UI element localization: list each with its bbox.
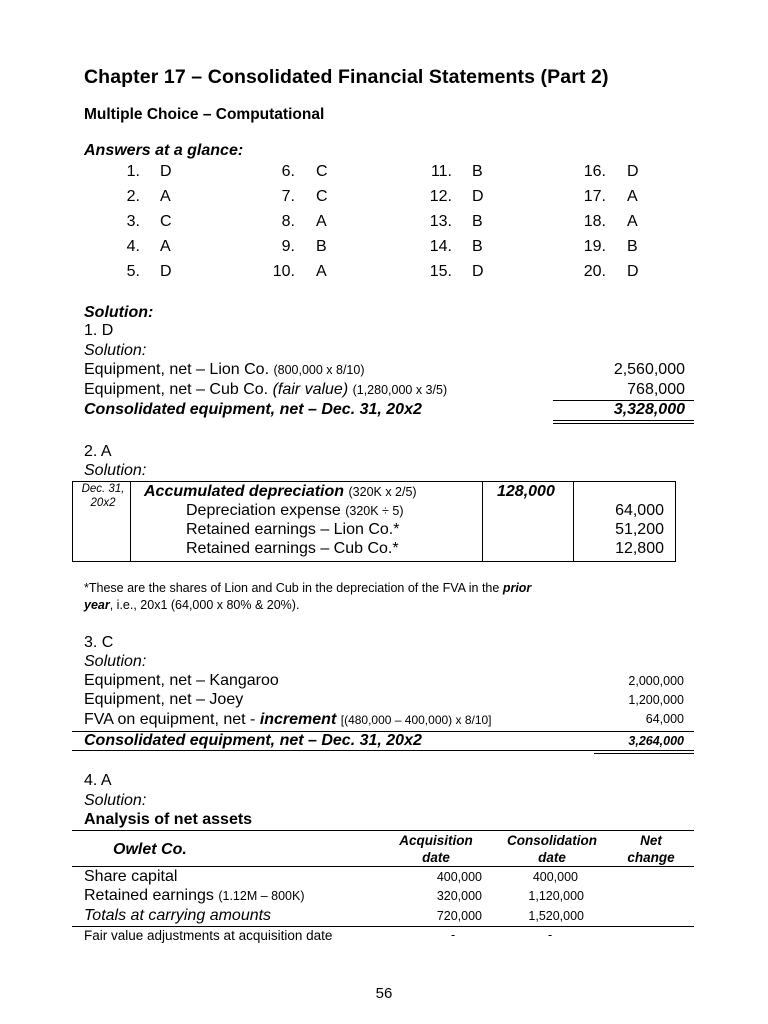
section-subtitle: Multiple Choice – Computational <box>84 106 325 123</box>
q4-col3-line2: change <box>627 850 675 865</box>
q4-row-share-capital-acq: 400,000 <box>436 870 482 884</box>
q2-footnote-text-d: , i.e., 20x1 (64,000 x 80% & 20%). <box>109 598 300 612</box>
answer-letter: D <box>160 263 172 280</box>
q3-line3 <box>84 711 492 729</box>
q2-date: Dec. 31, 20x2 <box>81 483 125 509</box>
q2-footnote-star: * <box>84 581 89 595</box>
answer-letter: A <box>316 263 327 280</box>
q1-line2-amount: 768,000 <box>627 381 685 398</box>
q1-double-rule-2 <box>553 423 694 424</box>
q2-footnote-prior: prior <box>502 581 532 595</box>
q4-row-retained-earnings-label: Retained earnings <box>84 887 214 904</box>
q2-credit2-amount: 51,200 <box>615 521 664 538</box>
q4-row-share-capital-cons: 400,000 <box>532 870 578 884</box>
q2-debit-line <box>144 483 417 501</box>
q2-credit1-line <box>186 502 404 520</box>
answer-letter: D <box>627 163 639 180</box>
q3-line3-text: FVA on equipment, net - <box>84 711 260 728</box>
q3-line1-amount: 2,000,000 <box>628 674 684 688</box>
answer-number: 4. <box>126 238 140 255</box>
q1-line2-fv: (fair value) <box>272 381 349 398</box>
q4-header-top-rule <box>72 830 694 831</box>
q3-label: 3. C <box>84 634 114 651</box>
q2-footnote-text-a: These are the shares of Lion and Cub in the depreciation of the FVA in the <box>88 581 503 595</box>
q4-col1-line1: Acquisition <box>399 833 473 848</box>
q2-debit-amount: 128,000 <box>497 483 555 500</box>
q2-debit-account: Accumulated depreciation <box>144 483 345 500</box>
answer-number: 6. <box>281 163 295 180</box>
q4-col2-line1: Consolidation <box>507 833 597 848</box>
q2-divider-debit <box>482 481 483 561</box>
answer-letter: B <box>627 238 638 255</box>
answer-letter: D <box>472 263 484 280</box>
q2-footnote <box>84 580 689 614</box>
q1-total-label: Consolidated equipment, net – Dec. 31, 20x2 <box>84 401 422 418</box>
answer-number: 7. <box>281 188 295 205</box>
q4-col3-line1: Net <box>640 833 662 848</box>
answer-letter: B <box>472 213 483 230</box>
q4-row-retained-earnings-acq: 320,000 <box>436 889 482 903</box>
answer-letter: D <box>160 163 172 180</box>
answer-letter: B <box>472 238 483 255</box>
q4-col-acquisition-header <box>386 832 486 866</box>
q4-row-totals-cons: 1,520,000 <box>528 909 584 923</box>
q4-heading: Analysis of net assets <box>84 811 253 828</box>
answer-number: 12. <box>429 188 452 205</box>
answer-number: 20. <box>583 263 606 280</box>
q3-line3-amount: 64,000 <box>645 712 684 726</box>
q3-line1: Equipment, net – Kangaroo <box>84 672 279 689</box>
answer-letter: B <box>316 238 327 255</box>
q1-line2 <box>84 381 447 399</box>
q4-row-fva-label: Fair value adjustments at acquisition date <box>84 928 333 943</box>
answer-number: 10. <box>272 263 295 280</box>
page-number: 56 <box>375 985 393 1002</box>
q3-line3-note: [(480,000 – 400,000) x 8/10] <box>340 713 492 727</box>
answer-number: 14. <box>429 238 452 255</box>
q3-solution-label: Solution: <box>84 653 147 670</box>
page-title: Chapter 17 – Consolidated Financial Statements (Part 2) <box>84 66 609 88</box>
answer-letter: C <box>316 188 328 205</box>
q1-double-rule-1 <box>553 420 694 421</box>
answer-letter: C <box>316 163 328 180</box>
answers-heading: Answers at a glance: <box>84 142 244 159</box>
q1-line1-note: (800,000 x 8/10) <box>273 363 365 377</box>
q3-double-rule <box>594 753 694 754</box>
q4-row-totals-acq: 720,000 <box>436 909 482 923</box>
q2-credit3-account: Retained earnings – Cub Co.* <box>186 540 399 557</box>
answer-number: 19. <box>583 238 606 255</box>
q4-col-net-change-header <box>614 832 688 866</box>
q2-label: 2. A <box>84 443 112 460</box>
q2-debit-note: (320K x 2/5) <box>348 485 417 499</box>
q4-row-retained-earnings <box>84 887 305 905</box>
answer-number: 5. <box>126 263 140 280</box>
q3-total-label: Consolidated equipment, net – Dec. 31, 20x2 <box>84 732 422 749</box>
q2-divider-date <box>130 481 131 561</box>
answer-letter: A <box>160 238 171 255</box>
q2-credit1-amount: 64,000 <box>615 502 664 519</box>
q1-line2-note: (1,280,000 x 3/5) <box>352 383 448 397</box>
answer-letter: A <box>316 213 327 230</box>
q4-row-retained-earnings-note: (1.12M – 800K) <box>218 889 305 903</box>
q4-header-bottom-rule <box>72 866 694 867</box>
q1-line1-text: Equipment, net – Lion Co. <box>84 361 270 378</box>
q2-solution-label: Solution: <box>84 462 147 479</box>
answer-number: 9. <box>281 238 295 255</box>
answer-number: 3. <box>126 213 140 230</box>
answer-number: 8. <box>281 213 295 230</box>
answer-number: 16. <box>583 163 606 180</box>
q1-line1 <box>84 361 365 379</box>
q3-line3-increment: increment <box>259 711 337 728</box>
answer-number: 15. <box>429 263 452 280</box>
q2-credit1-account: Depreciation expense <box>186 502 341 519</box>
q4-row-fva-acq: - <box>451 928 456 942</box>
answer-number: 11. <box>430 163 452 180</box>
answer-letter: B <box>472 163 483 180</box>
q3-line2-amount: 1,200,000 <box>628 693 684 707</box>
answer-letter: A <box>160 188 171 205</box>
answer-number: 2. <box>126 188 140 205</box>
answer-letter: C <box>160 213 172 230</box>
q2-credit1-note: (320K ÷ 5) <box>345 504 404 518</box>
solution-heading: Solution: <box>84 304 154 321</box>
q1-solution-label: Solution: <box>84 342 147 359</box>
answer-number: 13. <box>429 213 452 230</box>
q4-row-share-capital-label: Share capital <box>84 868 178 885</box>
q4-totals-rule <box>72 926 694 927</box>
q1-line1-amount: 2,560,000 <box>613 361 685 378</box>
answer-letter: D <box>627 263 639 280</box>
answer-number: 1. <box>126 163 140 180</box>
q3-total-rule <box>72 750 694 751</box>
q4-row-retained-earnings-cons: 1,120,000 <box>528 889 584 903</box>
q1-label: 1. D <box>84 322 114 339</box>
q3-total-amount: 3,264,000 <box>628 734 684 748</box>
q4-solution-label: Solution: <box>84 792 147 809</box>
q4-company: Owlet Co. <box>113 841 187 858</box>
q2-credit2-account: Retained earnings – Lion Co.* <box>186 521 400 538</box>
q4-row-totals-label: Totals at carrying amounts <box>84 907 272 924</box>
q4-row-fva-cons: - <box>548 928 553 942</box>
q4-col2-line2: date <box>538 850 566 865</box>
q4-col-consolidation-header <box>492 832 612 866</box>
answer-number: 17. <box>583 188 606 205</box>
q4-col1-line2: date <box>422 850 450 865</box>
answer-letter: A <box>627 213 638 230</box>
q1-total-amount: 3,328,000 <box>613 401 685 418</box>
q4-label: 4. A <box>84 772 112 789</box>
q2-divider-credit <box>573 481 574 561</box>
q2-credit3-amount: 12,800 <box>615 540 664 557</box>
answer-number: 18. <box>583 213 606 230</box>
q1-line2-text: Equipment, net – Cub Co. <box>84 381 269 398</box>
answer-letter: D <box>472 188 484 205</box>
q3-line2: Equipment, net – Joey <box>84 691 244 708</box>
q2-footnote-year: year <box>84 598 110 612</box>
answer-letter: A <box>627 188 638 205</box>
